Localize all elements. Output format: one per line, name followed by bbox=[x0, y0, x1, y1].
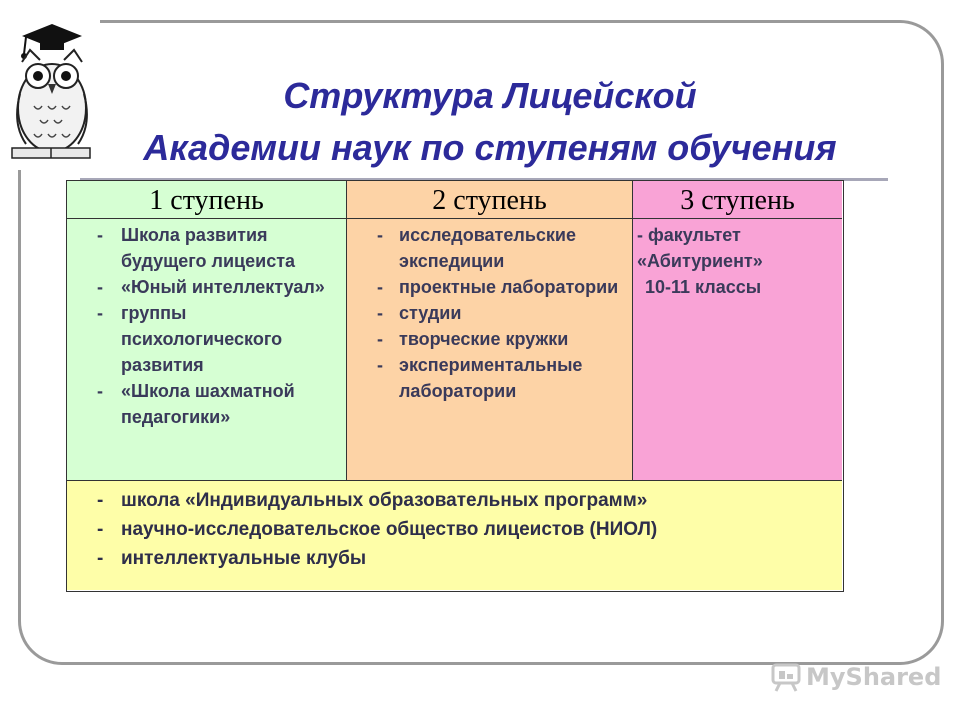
stage-3-column bbox=[633, 181, 842, 481]
title-line-2: Академии наук по ступеням обучения bbox=[143, 127, 837, 168]
watermark bbox=[770, 662, 940, 692]
stage-3-line: 10-11 классы bbox=[645, 277, 762, 297]
title-line-1: Структура Лицейской bbox=[283, 75, 697, 116]
list-item: - экспериментальные лаборатории bbox=[347, 352, 632, 404]
list-item: - студии bbox=[347, 300, 632, 326]
stage-3-line: «Абитуриент» bbox=[637, 251, 763, 271]
stage-2-column bbox=[347, 181, 633, 481]
slide-title bbox=[100, 70, 880, 174]
cross-stage-row bbox=[67, 481, 842, 590]
cross-stage-list bbox=[67, 486, 842, 573]
stage-2-heading: 2 ступень bbox=[347, 181, 632, 219]
list-item: - проектные лаборатории bbox=[347, 274, 632, 300]
list-item: - научно-исследовательское общество лицеистов (НИОЛ) bbox=[67, 515, 842, 544]
presentation-board-icon bbox=[770, 662, 804, 692]
list-item: - «Юный интеллектуал» bbox=[67, 274, 346, 300]
stage-1-column bbox=[67, 181, 347, 481]
stage-1-heading: 1 ступень bbox=[67, 181, 346, 219]
stage-3-text bbox=[633, 222, 842, 300]
list-item: - исследовательские экспедиции bbox=[347, 222, 632, 274]
stage-1-list bbox=[67, 222, 346, 430]
watermark-text: MyShared bbox=[806, 663, 942, 691]
stage-3-line: - факультет bbox=[637, 225, 741, 245]
stages-table bbox=[66, 180, 844, 592]
list-item: - школа «Индивидуальных образовательных программ» bbox=[67, 486, 842, 515]
list-item: - интеллектуальные клубы bbox=[67, 544, 842, 573]
list-item: - группы психологического развития bbox=[67, 300, 346, 378]
list-item: - Школа развития будущего лицеиста bbox=[67, 222, 346, 274]
list-item: - творческие кружки bbox=[347, 326, 632, 352]
stage-2-list bbox=[347, 222, 632, 404]
list-item: - «Школа шахматной педагогики» bbox=[67, 378, 346, 430]
stage-3-heading: 3 ступень bbox=[633, 181, 842, 219]
owl-graduate-icon bbox=[4, 10, 96, 162]
